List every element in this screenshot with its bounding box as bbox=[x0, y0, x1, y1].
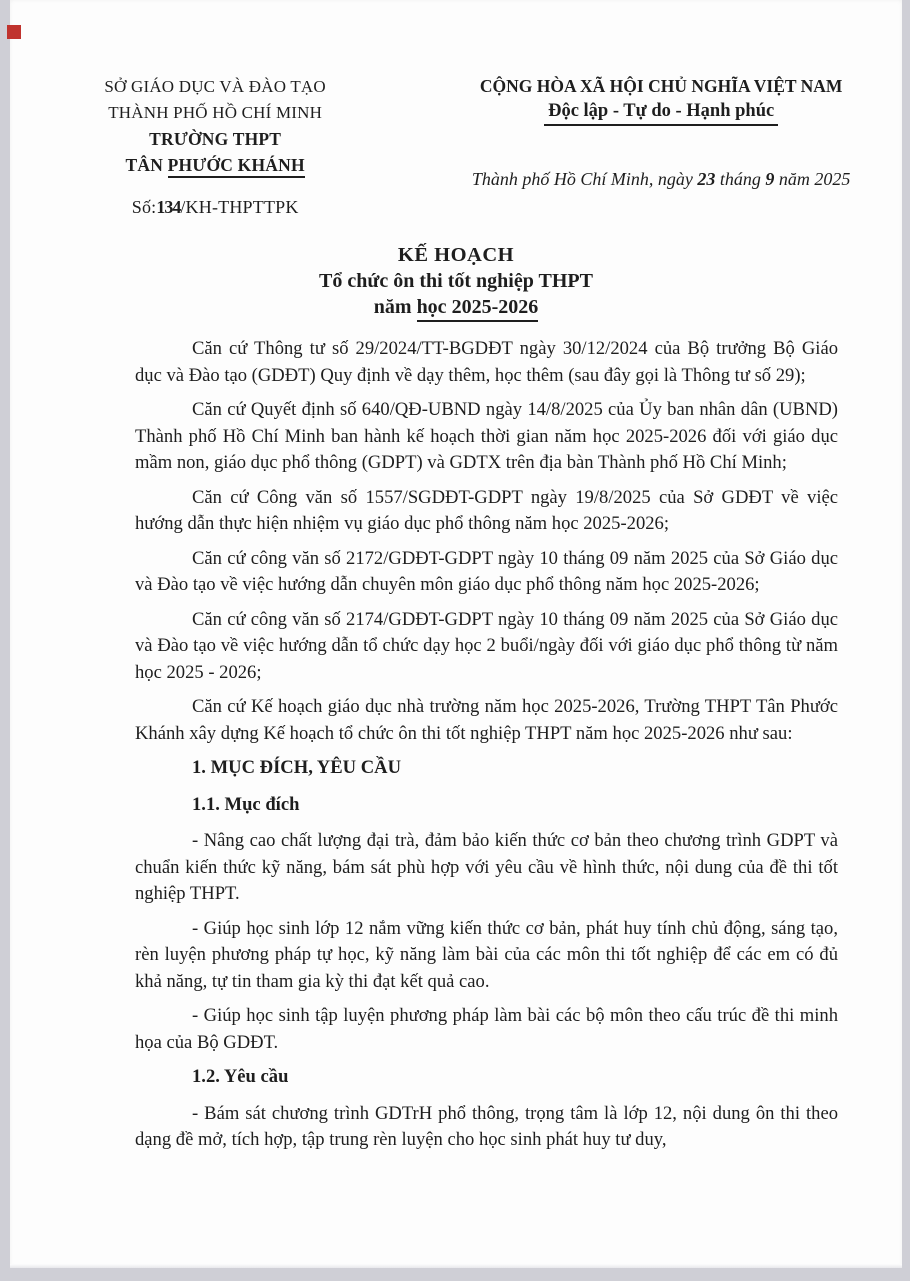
document-header bbox=[10, 0, 902, 220]
date-prefix: Thành phố Hồ Chí Minh, ngày bbox=[471, 169, 698, 189]
date-month: 9 bbox=[765, 169, 775, 189]
date-suffix: năm 2025 bbox=[774, 169, 851, 189]
legal-basis-paragraph: Căn cứ Kế hoạch giáo dục nhà trường năm học 2025-2026, Trường THPT Tân Phước Khánh xây dựng Kế hoạch tổ chức ôn thi tốt nghiệp THPT năm học 2025-2026 như sau: bbox=[135, 696, 838, 744]
document-subtitle: Tổ chức ôn thi tốt nghiệp THPT bbox=[319, 270, 593, 292]
school-name-line1: TRƯỜNG THPT bbox=[149, 129, 282, 149]
section-1-2-heading: 1.2. Yêu cầu bbox=[192, 1066, 289, 1087]
doc-number-suffix: /KH-THPTTPK bbox=[180, 197, 299, 217]
document-title-block bbox=[10, 242, 902, 320]
school-name-underlined: PHƯỚC KHÁNH bbox=[168, 155, 305, 178]
national-header-block bbox=[420, 74, 902, 220]
legal-basis-paragraph: Căn cứ công văn số 2172/GDĐT-GDPT ngày 10 tháng 09 năm 2025 của Sở Giáo dục và Đào tạo về việc hướng dẫn chuyên môn giáo dục phổ thông năm học 2025-2026; bbox=[135, 547, 838, 595]
yeu-cau-item: - Bám sát chương trình GDTrH phổ thông, trọng tâm là lớp 12, nội dung ôn thi theo dạng đề mở, tích hợp, tập trung rèn luyện cho học sinh phát huy tư duy, bbox=[135, 1102, 838, 1150]
section-1-heading: 1. MỤC ĐÍCH, YÊU CẦU bbox=[192, 757, 401, 778]
doc-number-value: 134 bbox=[156, 197, 181, 217]
document-page bbox=[10, 0, 902, 1268]
national-motto bbox=[420, 101, 902, 122]
page-bottom-shadow bbox=[10, 1264, 902, 1268]
national-motto-text: Độc lập - Tự do - Hạnh phúc bbox=[544, 101, 778, 126]
document-body bbox=[135, 336, 838, 1154]
legal-basis-paragraph: Căn cứ công văn số 2174/GDĐT-GDPT ngày 10 tháng 09 năm 2025 của Sở Giáo dục và Đào tạo về việc hướng dẫn tổ chức dạy học 2 buổi/ngày đối với giáo dục phổ thông từ năm học 2025 - 2026; bbox=[135, 608, 838, 683]
date-day: 23 bbox=[697, 169, 716, 189]
school-name-line2 bbox=[10, 152, 420, 178]
org-name-line2: THÀNH PHỐ HỒ CHÍ MINH bbox=[108, 103, 323, 122]
red-corner-marker bbox=[7, 25, 21, 39]
document-number bbox=[10, 194, 420, 220]
document-title: KẾ HOẠCH bbox=[397, 244, 515, 266]
school-year-prefix: năm bbox=[373, 296, 417, 318]
document-school-year bbox=[10, 294, 902, 320]
national-title: CỘNG HÒA XÃ HỘI CHỦ NGHĨA VIỆT NAM bbox=[479, 76, 843, 96]
org-name-line1: SỞ GIÁO DỤC VÀ ĐÀO TẠO bbox=[104, 77, 326, 96]
muc-dich-item: - Nâng cao chất lượng đại trà, đảm bảo kiến thức cơ bản theo chương trình GDPT và chuẩn kiến thức kỹ năng, bám sát phù hợp với yêu cầu về hình thức, nội dung của đề thi tốt nghiệp THPT. bbox=[135, 830, 838, 904]
date-mid: tháng bbox=[715, 169, 766, 189]
issuing-org-block bbox=[10, 74, 420, 220]
legal-basis-paragraph: Căn cứ Công văn số 1557/SGDĐT-GDPT ngày 19/8/2025 của Sở GDĐT về việc hướng dẫn thực hiện nhiệm vụ giáo dục phổ thông năm học 2025-2026; bbox=[135, 486, 838, 534]
legal-basis-paragraph: Căn cứ Quyết định số 640/QĐ-UBND ngày 14/8/2025 của Ủy ban nhân dân (UBND) Thành phố Hồ Chí Minh ban hành kế hoạch thời gian năm học 2025-2026 đối với giáo dục mầm non, giáo dục phổ thông (GDPT) và GDTX trên địa bàn Thành phố Hồ Chí Minh; bbox=[135, 399, 838, 473]
section-1-1-heading: 1.1. Mục đích bbox=[192, 793, 300, 815]
doc-number-label: Số: bbox=[131, 197, 157, 217]
legal-basis-paragraph: Căn cứ Thông tư số 29/2024/TT-BGDĐT ngày 30/12/2024 của Bộ trưởng Bộ Giáo dục và Đào tạo (GDĐT) Quy định về dạy thêm, học thêm (sau đây gọi là Thông tư số 29); bbox=[135, 338, 838, 386]
school-name-prefix: TÂN bbox=[125, 155, 168, 175]
muc-dich-item: - Giúp học sinh tập luyện phương pháp làm bài các bộ môn theo cấu trúc đề thi minh họa của Bộ GDĐT. bbox=[135, 1005, 838, 1053]
muc-dich-item: - Giúp học sinh lớp 12 nắm vững kiến thức cơ bản, phát huy tính chủ động, sáng tạo, rèn luyện phương pháp tự học, kỹ năng làm bài của các môn thi tốt nghiệp để các em có đủ khả năng, tự tin tham gia kỳ thi đạt kết quả cao. bbox=[135, 917, 838, 992]
place-date-line bbox=[420, 169, 902, 190]
school-year-underlined: học 2025-2026 bbox=[417, 296, 539, 322]
